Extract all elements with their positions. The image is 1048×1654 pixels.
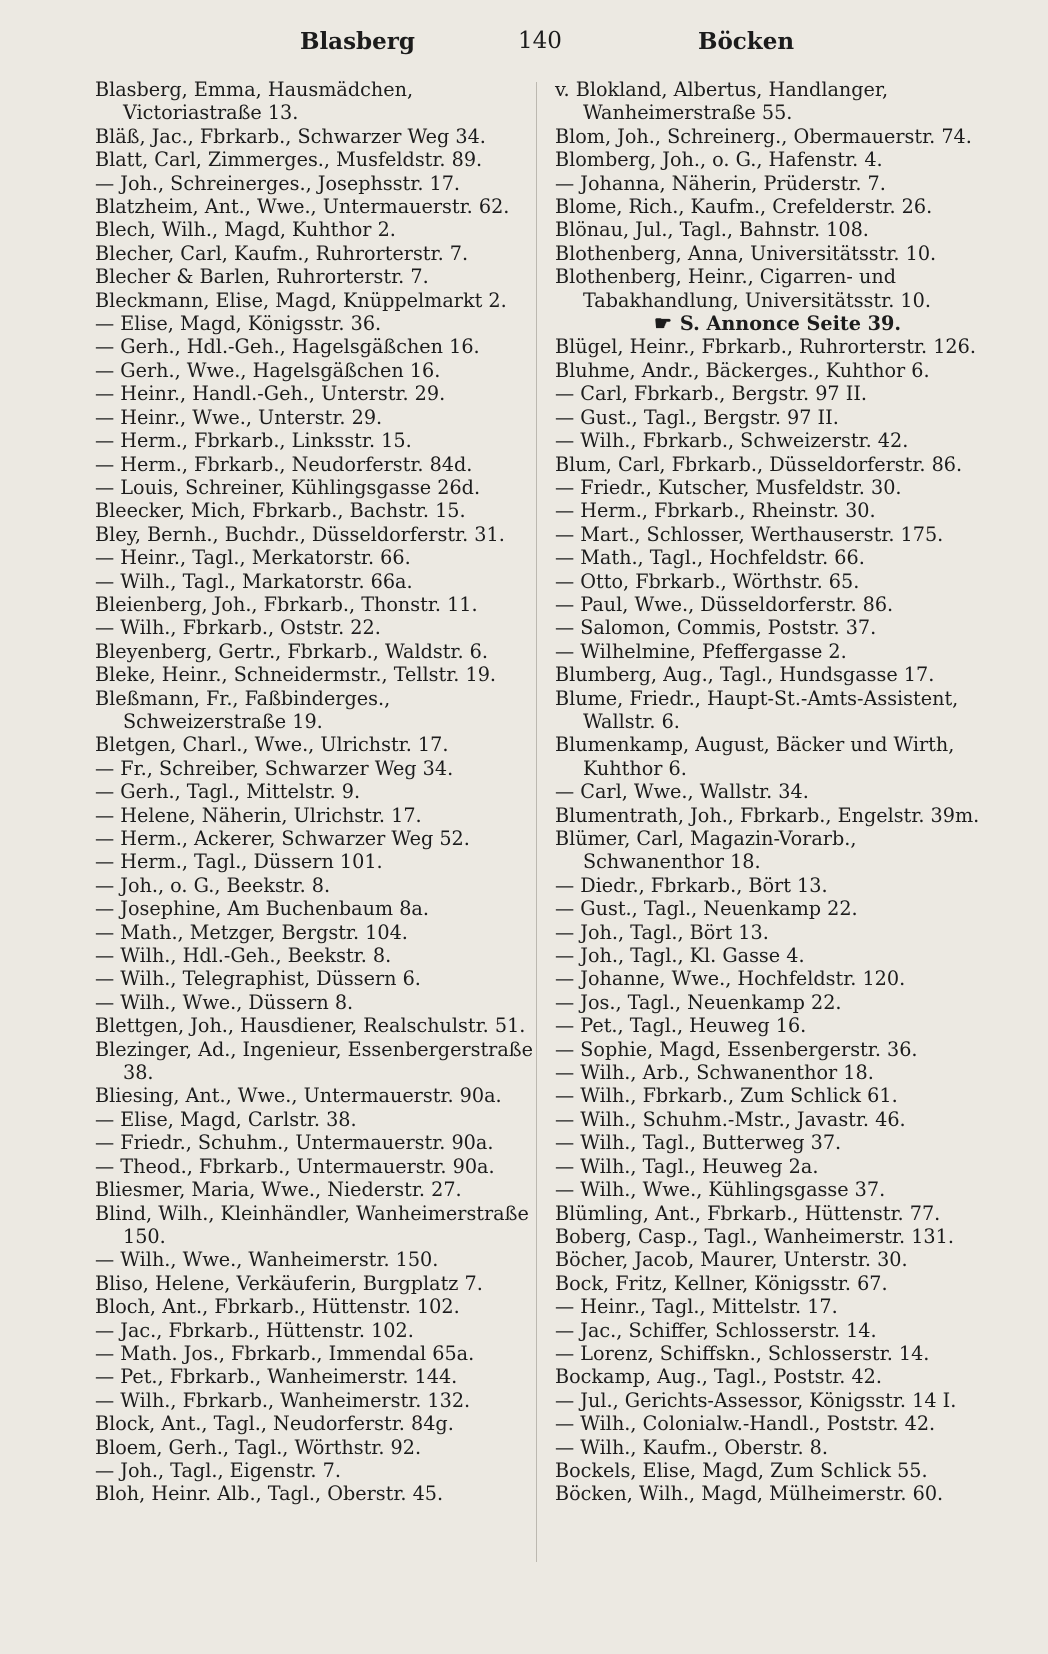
directory-entry: — Wilh., Telegraphist, Düssern 6. (95, 967, 421, 991)
directory-entry: — Johanna, Näherin, Prüderstr. 7. (555, 171, 886, 195)
directory-entry: — Herm., Fbrkarb., Rheinstr. 30. (555, 499, 876, 523)
directory-entry: — Joh., Schreinerges., Josephsstr. 17. (95, 171, 461, 195)
directory-entry: — Pet., Tagl., Heuweg 16. (555, 1014, 807, 1038)
page-header (90, 28, 988, 62)
directory-entry: Bloem, Gerh., Tagl., Wörthstr. 92. (95, 1435, 422, 1459)
directory-entry: Blasberg, Emma, Hausmädchen, Victoriastraße 13. (95, 78, 414, 125)
directory-entry: — Gerh., Hdl.-Geh., Hagelsgäßchen 16. (95, 335, 480, 359)
directory-entry: — Friedr., Schuhm., Untermauerstr. 90a. (95, 1131, 494, 1155)
directory-entry: Bleßmann, Fr., Faßbinderges., Schweizerstraße 19. (95, 686, 391, 733)
directory-entry: Blügel, Heinr., Fbrkarb., Ruhrorterstr. 126. (555, 335, 976, 359)
directory-entry: — Louis, Schreiner, Kühlingsgasse 26d. (95, 475, 481, 499)
directory-entry: — Heinr., Handl.-Geh., Unterstr. 29. (95, 382, 446, 406)
directory-entry: Blom, Joh., Schreinerg., Obermauerstr. 74. (555, 124, 972, 148)
directory-entry: Blothenberg, Anna, Universitätsstr. 10. (555, 241, 937, 265)
directory-entry: — Joh., o. G., Beekstr. 8. (95, 873, 331, 897)
directory-entry: Bloch, Ant., Fbrkarb., Hüttenstr. 102. (95, 1295, 460, 1319)
directory-entry: — Sophie, Magd, Essenbergerstr. 36. (555, 1037, 918, 1061)
directory-entry: Blecher & Barlen, Ruhrorterstr. 7. (95, 265, 429, 289)
directory-entry: Blum, Carl, Fbrkarb., Düsseldorferstr. 86. (555, 452, 963, 476)
directory-entry: — Wilh., Fbrkarb., Wanheimerstr. 132. (95, 1388, 471, 1412)
directory-entry: — Wilh., Schuhm.-Mstr., Javastr. 46. (555, 1107, 906, 1131)
directory-entry: — Joh., Tagl., Kl. Gasse 4. (555, 944, 805, 968)
directory-entry: — Lorenz, Schiffskn., Schlosserstr. 14. (555, 1341, 930, 1365)
directory-entry: Bockels, Elise, Magd, Zum Schlick 55. (555, 1458, 928, 1482)
directory-entry: — Wilh., Wwe., Düssern 8. (95, 990, 354, 1014)
directory-entry: — Gust., Tagl., Bergstr. 97 II. (555, 405, 839, 429)
annonce-reference (555, 312, 1000, 335)
pointing-hand-icon: ☛ (653, 311, 672, 336)
directory-entry: Bliesing, Ant., Wwe., Untermauerstr. 90a. (95, 1084, 502, 1108)
directory-entry: Blecher, Carl, Kaufm., Ruhrorterstr. 7. (95, 241, 469, 265)
directory-entry: Boberg, Casp., Tagl., Wanheimerstr. 131. (555, 1224, 954, 1248)
directory-entry: — Wilh., Hdl.-Geh., Beekstr. 8. (95, 944, 392, 968)
directory-entry: Bleke, Heinr., Schneidermstr., Tellstr. 19. (95, 663, 497, 687)
directory-entry: Blumentrath, Joh., Fbrkarb., Engelstr. 39m. (555, 803, 980, 827)
directory-entry: — Wilh., Fbrkarb., Schweizerstr. 42. (555, 429, 909, 453)
directory-entry: — Helene, Näherin, Ulrichstr. 17. (95, 803, 422, 827)
directory-entry: Blümer, Carl, Magazin-Vorarb., Schwanenthor 18. (555, 827, 857, 874)
directory-entry: — Wilh., Tagl., Butterweg 37. (555, 1131, 842, 1155)
directory-entry: Bleecker, Mich, Fbrkarb., Bachstr. 15. (95, 499, 466, 523)
directory-entry: — Carl, Fbrkarb., Bergstr. 97 II. (555, 382, 868, 406)
directory-entry: Blumenkamp, August, Bäcker und Wirth, Kuhthor 6. (555, 733, 955, 780)
directory-entry: Bliso, Helene, Verkäuferin, Burgplatz 7. (95, 1271, 483, 1295)
directory-entry: — Carl, Wwe., Wallstr. 34. (555, 780, 809, 804)
directory-entry: — Gerh., Tagl., Mittelstr. 9. (95, 780, 361, 804)
directory-entry: — Jul., Gerichts-Assessor, Königsstr. 14 I. (555, 1388, 957, 1412)
directory-entry: Bletgen, Charl., Wwe., Ulrichstr. 17. (95, 733, 449, 757)
directory-entry: Bleyenberg, Gertr., Fbrkarb., Waldstr. 6. (95, 639, 488, 663)
directory-entry: Bley, Bernh., Buchdr., Düsseldorferstr. 31. (95, 522, 505, 546)
directory-entry: — Wilh., Tagl., Markatorstr. 66a. (95, 569, 413, 593)
directory-entry: — Josephine, Am Buchenbaum 8a. (95, 897, 429, 921)
directory-entry: Bleienberg, Joh., Fbrkarb., Thonstr. 11. (95, 592, 478, 616)
directory-entry: — Jac., Schiffer, Schlosserstr. 14. (555, 1318, 877, 1342)
directory-entry: Blumberg, Aug., Tagl., Hundsgasse 17. (555, 663, 935, 687)
directory-entry: — Elise, Magd, Königsstr. 36. (95, 312, 382, 336)
directory-entry: — Wilh., Wwe., Wanheimerstr. 150. (95, 1248, 439, 1272)
directory-entry: — Wilhelmine, Pfeffergasse 2. (555, 639, 847, 663)
directory-entry: — Herm., Fbrkarb., Linksstr. 15. (95, 429, 412, 453)
directory-entry: Bläß, Jac., Fbrkarb., Schwarzer Weg 34. (95, 124, 486, 148)
directory-entry: — Gerh., Wwe., Hagelsgäßchen 16. (95, 358, 441, 382)
directory-entry: Blind, Wilh., Kleinhändler, Wanheimerstraße 150. (95, 1201, 529, 1248)
directory-entry: Blomberg, Joh., o. G., Hafenstr. 4. (555, 148, 883, 172)
directory-entry: Blume, Friedr., Haupt-St.-Amts-Assistent, Wallstr. 6. (555, 686, 959, 733)
right-column (555, 78, 1000, 1506)
directory-entry: — Friedr., Kutscher, Musfeldstr. 30. (555, 475, 902, 499)
directory-entry: Bliesmer, Maria, Wwe., Niederstr. 27. (95, 1178, 462, 1202)
directory-entry: — Heinr., Wwe., Unterstr. 29. (95, 405, 383, 429)
directory-entry: — Wilh., Fbrkarb., Oststr. 22. (95, 616, 381, 640)
directory-entry: — Wilh., Colonialw.-Handl., Poststr. 42. (555, 1412, 936, 1436)
directory-entry: — Herm., Fbrkarb., Neudorferstr. 84d. (95, 452, 473, 476)
directory-entry: — Heinr., Tagl., Merkatorstr. 66. (95, 546, 411, 570)
left-column (95, 78, 540, 1506)
directory-entry: Bock, Fritz, Kellner, Königsstr. 67. (555, 1271, 888, 1295)
directory-entry: — Herm., Ackerer, Schwarzer Weg 52. (95, 827, 470, 850)
directory-entry: — Gust., Tagl., Neuenkamp 22. (555, 897, 858, 921)
directory-entry: — Fr., Schreiber, Schwarzer Weg 34. (95, 756, 454, 780)
directory-entry: — Wilh., Fbrkarb., Zum Schlick 61. (555, 1084, 898, 1108)
directory-entry: — Jac., Fbrkarb., Hüttenstr. 102. (95, 1318, 414, 1342)
directory-entry: Bleckmann, Elise, Magd, Knüppelmarkt 2. (95, 288, 507, 312)
directory-entry: Blezinger, Ad., Ingenieur, Essenbergerstraße 38. (95, 1037, 533, 1085)
directory-entry: — Elise, Magd, Carlstr. 38. (95, 1107, 357, 1131)
directory-entry: — Wilh., Tagl., Heuweg 2a. (555, 1154, 819, 1178)
directory-entry: Bloh, Heinr. Alb., Tagl., Oberstr. 45. (95, 1482, 444, 1506)
directory-entry: — Wilh., Arb., Schwanenthor 18. (555, 1061, 874, 1085)
directory-entry: Böcher, Jacob, Maurer, Unterstr. 30. (555, 1248, 908, 1272)
directory-entry: — Salomon, Commis, Poststr. 37. (555, 616, 877, 640)
directory-entry: — Math., Metzger, Bergstr. 104. (95, 920, 408, 944)
directory-entry: Bockamp, Aug., Tagl., Poststr. 42. (555, 1365, 882, 1389)
directory-entry: — Mart., Schlosser, Werthauserstr. 175. (555, 522, 944, 546)
directory-entry: — Math., Tagl., Hochfeldstr. 66. (555, 546, 865, 570)
directory-entry: Blettgen, Joh., Hausdiener, Realschulstr. 51. (95, 1014, 526, 1038)
annonce-text: S. Annonce Seite 39. (679, 312, 902, 336)
directory-entry: — Wilh., Kaufm., Oberstr. 8. (555, 1435, 828, 1459)
directory-entry: — Jos., Tagl., Neuenkamp 22. (555, 990, 842, 1014)
directory-entry: — Heinr., Tagl., Mittelstr. 17. (555, 1295, 838, 1319)
page-number: 140 (518, 28, 562, 54)
directory-entry: — Paul, Wwe., Düsseldorferstr. 86. (555, 592, 894, 616)
header-first-name: Blasberg (300, 28, 415, 55)
directory-entry: Blatzheim, Ant., Wwe., Untermauerstr. 62. (95, 195, 510, 219)
directory-entry: Blothenberg, Heinr., Cigarren- und Tabakhandlung, Universitätsstr. 10. (555, 265, 931, 312)
directory-entry: Böcken, Wilh., Magd, Mülheimerstr. 60. (555, 1482, 944, 1506)
directory-entry: — Otto, Fbrkarb., Wörthstr. 65. (555, 569, 860, 593)
directory-entry: Blönau, Jul., Tagl., Bahnstr. 108. (555, 218, 869, 242)
directory-entry: Block, Ant., Tagl., Neudorferstr. 84g. (95, 1412, 454, 1436)
directory-entry: — Johanne, Wwe., Hochfeldstr. 120. (555, 967, 906, 991)
directory-entry: — Herm., Tagl., Düssern 101. (95, 850, 383, 874)
directory-entry: — Diedr., Fbrkarb., Bört 13. (555, 873, 828, 897)
directory-entry: — Math. Jos., Fbrkarb., Immendal 65a. (95, 1341, 475, 1365)
directory-entry: — Joh., Tagl., Bört 13. (555, 920, 769, 944)
directory-entry: v. Blokland, Albertus, Handlanger, Wanheimerstraße 55. (555, 78, 889, 125)
directory-entry: — Pet., Fbrkarb., Wanheimerstr. 144. (95, 1365, 458, 1389)
directory-entry: Bluhme, Andr., Bäckerges., Kuhthor 6. (555, 358, 930, 382)
directory-entry: — Theod., Fbrkarb., Untermauerstr. 90a. (95, 1154, 495, 1178)
directory-entry: Blümling, Ant., Fbrkarb., Hüttenstr. 77. (555, 1201, 941, 1225)
header-last-name: Böcken (698, 28, 795, 55)
directory-entry: Blech, Wilh., Magd, Kuhthor 2. (95, 218, 396, 242)
directory-entry: Blatt, Carl, Zimmerges., Musfeldstr. 89. (95, 148, 483, 172)
directory-entry: Blome, Rich., Kaufm., Crefelderstr. 26. (555, 195, 933, 219)
directory-entry: — Wilh., Wwe., Kühlingsgasse 37. (555, 1178, 886, 1202)
directory-entry: — Joh., Tagl., Eigenstr. 7. (95, 1458, 341, 1482)
